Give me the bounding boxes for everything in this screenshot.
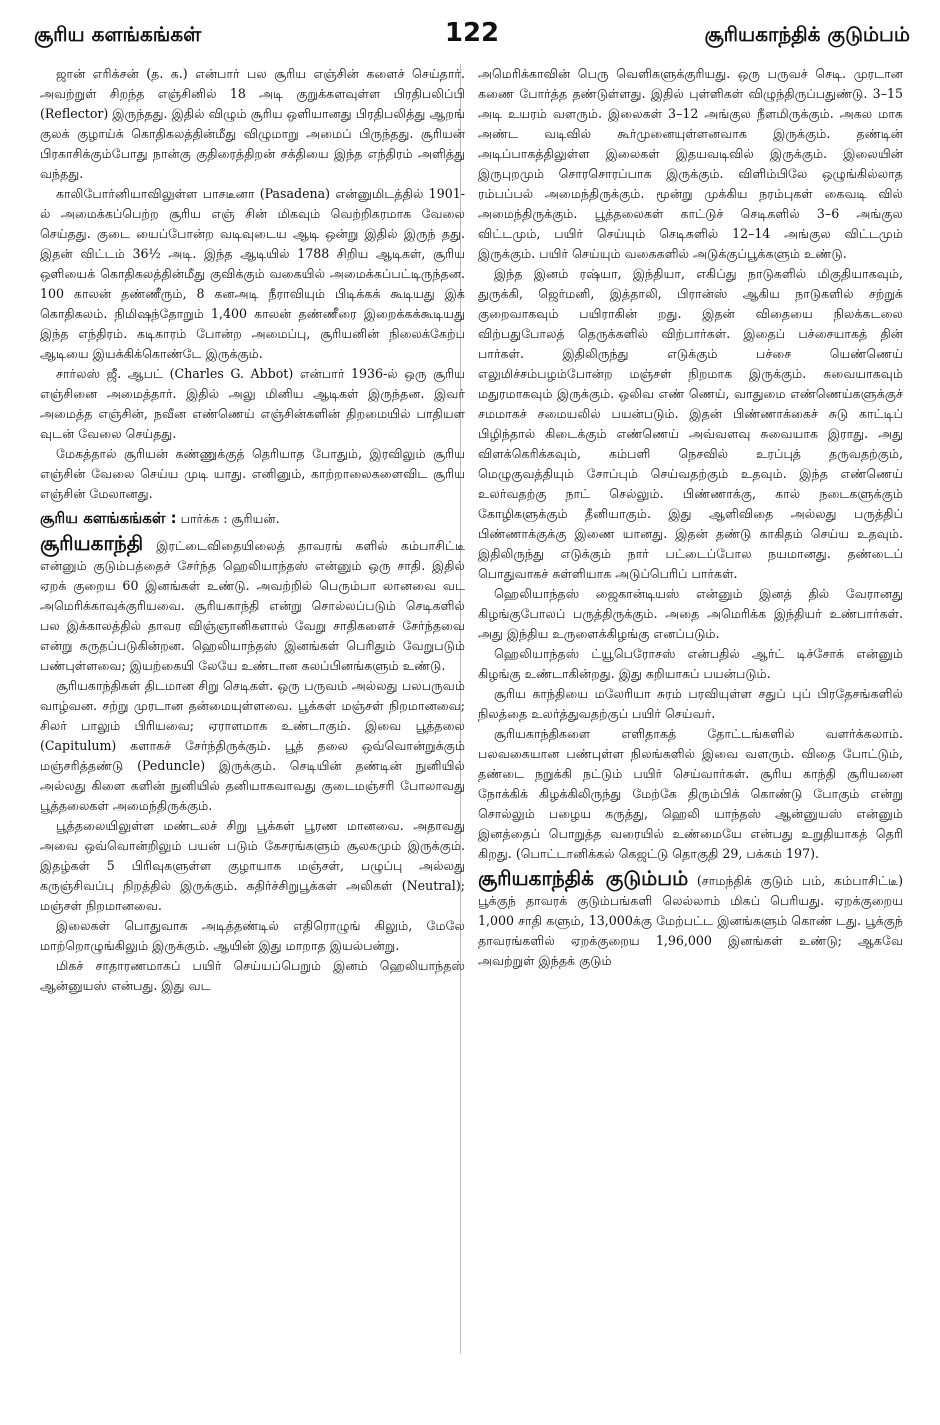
paragraph: ஹெலியாந்தஸ் ஜைகான்டியஸ் என்னும் இனத் தில் வேரானது கிழங்குபோலப் பருத்திருக்கும். அதை அமெரிக்க இந்தியர் உண்பார்கள். அது இந்திய உருளைக்கிழங்கு எனப்படும். — [478, 586, 903, 641]
cross-reference-entry — [40, 508, 465, 529]
encyclopedia-entry — [478, 868, 903, 971]
paragraph: பூத்தலையிலுள்ள மண்டலச் சிறு பூக்கள் பூரண மானவை. அதாவது அவை ஒவ்வொன்றிலும் பயன் படும் கேசரங்களும் சூலகமும் இருக்கும். இதழ்கள் 5 பிரிவுகளுள்ள குழாயாக மஞ்சள், பழுப்பு அல்லது கருஞ்சிவப்பு நிறத்தில் இருக்கும். கதிர்ச்சிறுபூக்கள் அலிகள் (Neutral); மஞ்சள் நிறமானவை. — [40, 818, 465, 913]
paragraph: இலைகள் பொதுவாக அடித்தண்டில் எதிரொழுங் கிலும், மேலே மாற்றொழுங்கிலும் இருக்கும். ஆயின் இது மாறாத இயல்பன்று. — [40, 918, 465, 953]
paragraph: ஹெலியாந்தஸ் ட்யூபெரோசஸ் என்பதில் ஆர்ட் டிச்சோக் என்னும் கிழங்கு உண்டாகின்றது. இது கறியாகப் பயன்படும். — [478, 646, 903, 681]
paragraph: சூரியகாந்திகள் திடமான சிறு செடிகள். ஒரு பருவம் அல்லது பலபருவம் வாழ்வன. சற்று முரடான தன்மையுள்ளவை. பூக்கள் மஞ்சள் நிறமானவை; சிலர் பாலும் பிரியவை; ஏராளமாக உண்டாகும். இவை பூத்தலை (Capitulum) களாகச் சேர்ந்திருக்கும். பூத் தலை ஒவ்வொன்றுக்கும் மஞ்சரித்தண்டு (Peduncle) இருக்கும். செடியின் தண்டின் நுனியில் அல்லது கிளை களின் நுனியில் தனியாகவாவது குடைமஞ்சரி போலாவது பூத்தலைகள் அமைந்திருக்கும். — [40, 678, 465, 813]
paragraph: அமெரிக்காவின் பெரு வெளிகளுக்குரியது. ஒரு பருவச் செடி. முரடான கணை போர்த்த தண்டுள்ளது. இதில் புள்ளிகள் விழுந்திருப்பதுண்டு. 3–15 அடி உயரம் வளரும். இலைகள் 3–12 அங்குல நீளமிருக்கும். அகல மாக அண்ட வடிவில் கூர்முனையுள்ளனவாக இருக்கும். தண்டின் அடிப்பாகத்திலுள்ள இலைகள் இதயவடிவில் இருக்கும். இலையின் இருபுறமும் சொரசொரப்பாக இருக்கும். விளிம்பிலே ஒழுங்கில்லாத ரம்பப்பல் அமைந்திருக்கும். மூன்று முக்கிய நரம்புகள் கைவடி வில் அமைந்திருக்கும். பூத்தலைகள் காட்டுச் செடிகளில் 3–6 அங்குல விட்டமும், பயிர் செய்யும் செடிகளில் 12–14 அங்குல விட்டமும் இருக்கும். பயிர் செய்யும் வகைகளில் அடுக்குப்பூக்களும் உண்டு. — [478, 66, 903, 261]
paragraph: மேகத்தால் சூரியன் கண்ணுக்குத் தெரியாத போதும், இரவிலும் சூரிய எஞ்சின் வேலை செய்ய முடி யாது. எனினும், காற்றாலைகளைவிட சூரிய எஞ்சின் மேலானது. — [40, 446, 465, 501]
entry-text: இரட்டைவிதையிலைத் தாவரங் களில் கம்பாசிட்டீ என்னும் குடும்பத்தைச் சேர்ந்த ஹெலியாந்தஸ் என்னும் ஒரு சாதி. இதில் ஏறக் குறைய 60 இனங்கள் உண்டு. அவற்றில் பெரும்பா லானவை வட அமெரிக்காவுக்குரியவை. சூரியகாந்தி என்று சொல்லப்படும் செடிகளில் பல இக்காலத்தில் தாவர விஞ்ஞானிகளால் வேறு சாதிகளைச் சேர்ந்தவை என்று கருதப்படுகின்றன. ஹெலியாந்தஸ் இனங்கள் பெரிதும் வேறுபடும் பண்புள்ளவை; இயற்கையி லேயே உண்டான கலப்பினங்களும் உண்டு. — [40, 538, 465, 673]
running-header — [34, 18, 910, 56]
entry-headword: சூரியகாந்திக் குடும்பம் — [478, 866, 689, 890]
entry-text: (சாமந்திக் குடும் பம், கம்பாசிட்டீ) பூக்குந் தாவரக் குடும்பங்களி லெல்லாம் மிகப் பெரியது. ஏறக்குறைய 1,000 சாதி களும், 13,000க்கு மேற்பட்ட இனங்களும் கொண் டது. பூக்குந் தாவரங்களில் ஏறக்குறைய 1,96,000 இனங்கள் உண்டு; ஆகவே அவற்றுள் இந்தக் குடும் — [478, 873, 904, 968]
paragraph: சார்லஸ் ஜீ. ஆபட் (Charles G. Abbot) என்பார் 1936-ல் ஒரு சூரிய எஞ்சினை அமைத்தார். இதில் அலு மினிய ஆடிகள் இருந்தன. இவர் அமைத்த எஞ்சின், நவீன எண்ணெய் எஞ்சின்களின் திறமையில் பாதியள வுடன் வேலை செய்தது. — [40, 366, 465, 441]
paragraph: ஜான் எரிக்சன் (த. க.) என்பார் பல சூரிய எஞ்சின் களைச் செய்தார். அவற்றுள் சிறந்த எஞ்சினில் 18 அடி குறுக்களவுள்ள பிரதிபலிப்பி (Reflector) இருந்தது. இதில் விழும் சூரிய ஒளியானது பிரதிபலித்து ஆறங் குலக் குழாய்க் கொதிகலத்தின்மீது விழுமாறு அமைப் பிருந்தது. சூரியன் பிரகாசிக்கும்போது நான்கு குதிரைத்திறன் சக்தியை இந்த எந்திரம் அளித்து வந்தது. — [40, 66, 465, 181]
encyclopedia-entry — [40, 533, 465, 676]
paragraph: காலிபோர்னியாவிலுள்ள பாசடீனா (Pasadena) என்னுமிடத்தில் 1901-ல் அமைக்கப்பெற்ற சூரிய எஞ் சின் மிகவும் வெற்றிகரமாக வேலை செய்தது. குடை யைப்போன்ற வடிவுடைய ஆடி ஒன்று இதில் இருந் தது. இதன் விட்டம் 36½ அடி. இந்த ஆடியில் 1788 சிறிய ஆடிகள், சூரிய ஒளியைக் கொதிகலத்தின்மீது குவிக்கும் வகையில் அமைக்கப்பட்டிருந்தன. 100 காலன் தண்ணீரும், 8 கனஅடி நீராவியும் பிடிக்கக் கூடியது இக் கொதிகலம். நிமிஷந்தோறும் 1,400 காலன் தண்ணீரை இறைக்கக்கூடியது இந்த எந்திரம். கடிகாரம் போன்ற அமைப்பு, சூரியனின் நிலைக்கேற்ப ஆடியை இயக்கிக்கொண்டே இருக்கும். — [40, 186, 465, 361]
header-right-title: சூரியகாந்திக் குடும்பம் — [704, 22, 910, 46]
paragraph: சூரியகாந்திகளை எளிதாகத் தோட்டங்களில் வளர்க்கலாம். பலவகையான பண்புள்ள நிலங்களில் இவை வளரும். விதை போட்டும், தண்டை நறுக்கி நட்டும் பயிர் செய்வார்கள். சூரிய காந்தி சூரியனை நோக்கிக் கிழக்கிலிருந்து மேற்கே திரும்பிக் கொண்டு போகும் என்று சொல்லும் பழைய கருத்து, ஹெலி யாந்தஸ் ஆன்னுயஸ் என்னும் இனத்தைப் பொறுத்த வரையில் உண்மையே என்பது உறுதியாகத் தெரி கிறது. (பொட்டானிக்கல் கெஜட்டு தொகுதி 29, பக்கம் 197). — [478, 726, 903, 861]
right-column — [478, 64, 903, 971]
header-left-title: சூரிய களங்கங்கள் — [34, 22, 202, 46]
cross-reference-headword: சூரிய களங்கங்கள் : — [40, 509, 177, 527]
cross-reference-text: பார்க்க : சூரியன். — [180, 511, 280, 526]
paragraph: சூரிய காந்தியை மலேரியா சுரம் பரவியுள்ள சதுப் புப் பிரதேசங்களில் நிலத்தை உலர்த்துவதற்குப் பயிர் செய்வர். — [478, 686, 903, 721]
left-column — [40, 64, 465, 996]
paragraph: மிகச் சாதாரணமாகப் பயிர் செய்யப்பெறும் இனம் ஹெலியாந்தஸ் ஆன்னுயஸ் என்பது. இது வட — [40, 958, 465, 993]
page-number: 122 — [444, 18, 500, 48]
entry-headword: சூரியகாந்தி — [40, 531, 144, 555]
paragraph: இந்த இனம் ரஷ்யா, இந்தியா, எகிப்து நாடுகளில் மிகுதியாகவும், துருக்கி, ஜெர்மனி, இத்தாலி, பிரான்ஸ் ஆகிய நாடுகளில் சற்றுக் குறைவாகவும் பயிராகின் றது. இதன் விதையை நிலக்கடலை விற்பதுபோலத் தெருக்களில் விற்பார்கள். இதைப் பச்சையாகத் தின் பார்கள். இதிலிருந்து எடுக்கும் பச்சை யெண்ணெய் எலுமிச்சம்பழம்போன்ற மஞ்சள் நிறமாக இருக்கும். சுவையாகவும் மதுரமாகவும் இருக்கும். ஒலிவ எண் ணெய், வாதுமை எண்ணெய்களுக்குச் சமமாகச் சமையலில் பயன்படும். இதன் பிண்ணாக்கைச் சுடு காட்டிப் பிழிந்தால் கிடைக்கும் எண்ணெய் அவ்வளவு சுவையாக இராது. அது விளக்கெரிக்கவும், கம்பளி நெசவில் உரப்புத் தருவதற்கும், மெழுகுவத்தியும் சோப்பும் செய்வதற்கும் உதவும். இந்த எண்ணெய் உலர்வதற்கு நாட் செல்லும். பிண்ணாக்கு, கால் நடைகளுக்கும் கோழிகளுக்கும் தீனியாகும். இது ஆளிவிதை அல்லது பருத்திப் பிண்ணாக்குக்கு இணை யானது. இதன் தண்டு காகிதம் செய்ய உதவும். இதிலிருந்து எடுக்கும் நார் பட்டைப்போல நயமானது. தண்டைப் பொதுவாகச் சுள்ளியாக அடுப்பெரிப் பார்கள். — [478, 266, 903, 581]
